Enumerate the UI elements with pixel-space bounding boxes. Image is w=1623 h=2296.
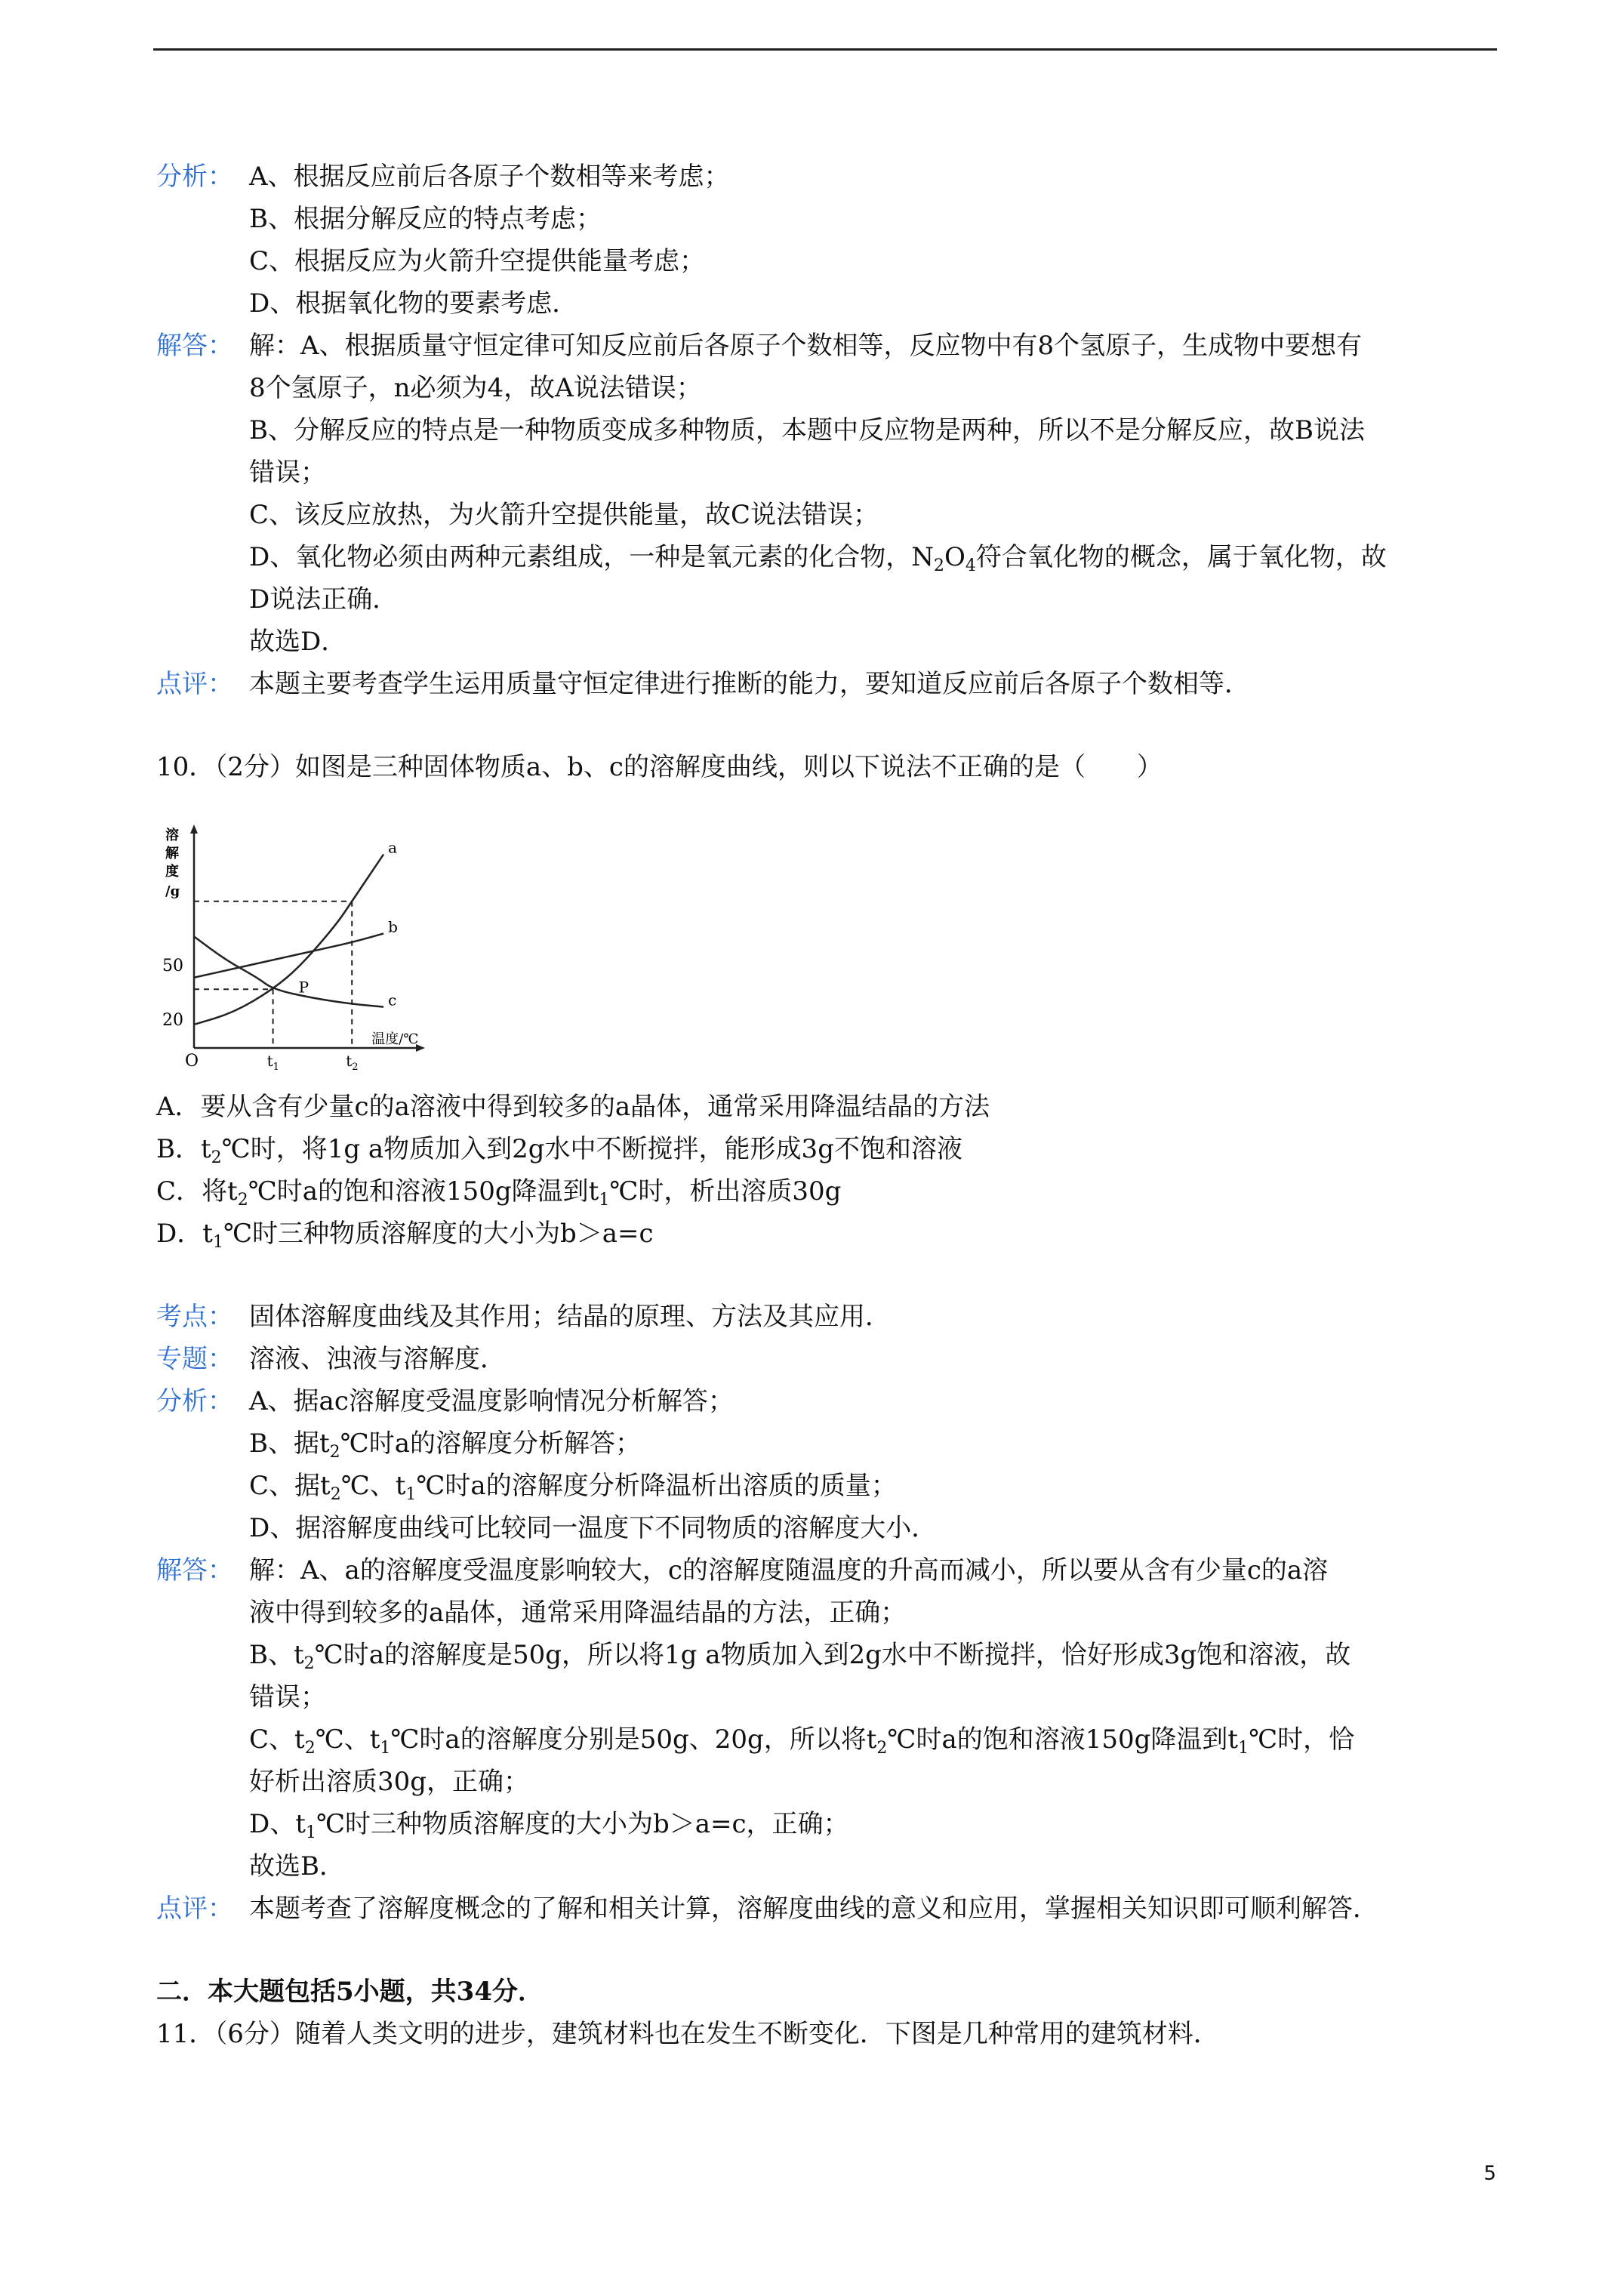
x-tick-1: $t_1$: [266, 1052, 279, 1072]
q10-answer-label: 解答：: [156, 1555, 233, 1586]
q9-analysis-line-2: B、根据分解反应的特点考虑；: [249, 204, 602, 234]
q9-answer-line-5: C、该反应放热，为火箭升空提供能量，故C说法错误；: [249, 500, 879, 530]
q10-analysis-label: 分析：: [156, 1386, 233, 1416]
series-a-line: [194, 855, 383, 1025]
y-axis-label: 溶解度/g: [165, 827, 180, 899]
solubility-chart: [155, 800, 442, 1072]
q10-comment-label: 点评：: [156, 1894, 233, 1924]
q9-analysis-line-4: D、根据氧化物的要素考虑．: [249, 288, 578, 319]
q9-answer-label: 解答：: [156, 331, 233, 361]
q10-answer-line-7: D、$t_1℃$时三种物质溶解度的大小为b＞a=c，正确；: [249, 1809, 849, 1842]
q9-analysis-line-1: A、根据反应前后各原子个数相等来考虑；: [249, 162, 730, 192]
q10-answer-line-8: 故选B．: [249, 1851, 345, 1881]
q10-comment-text: 本题考查了溶解度概念的了解和相关计算，溶解度曲线的意义和应用，掌握相关知识即可顺利解答．: [249, 1894, 1378, 1924]
q9-answer-line-3: B、分解反应的特点是一种物质变成多种物质，本题中反应物是两种，所以不是分解反应，故B说法: [249, 415, 1365, 445]
q10-analysis-line-4: D、据溶解度曲线可比较同一温度下不同物质的溶解度大小．: [249, 1513, 938, 1543]
q9-analysis-line-3: C、根据反应为火箭升空提供能量考虑；: [249, 246, 706, 276]
section-heading: 二．本大题包括5小题，共34分．: [156, 1977, 544, 2007]
q9-answer-line-6: D、氧化物必须由两种元素组成，一种是氧元素的化合物，$N_2O_4$符合氧化物的概念，属于氧化物，故: [249, 542, 1387, 575]
series-b-line: [194, 933, 383, 977]
q10-answer-line-4: 错误；: [249, 1682, 326, 1712]
series-c-label: c: [388, 991, 397, 1009]
q10-answer-line-6: 好析出溶质30g，正确；: [249, 1767, 530, 1797]
q9-answer-line-2: 8个氢原子，n必须为4，故A说法错误；: [249, 373, 702, 403]
q10-answer-line-2: 液中得到较多的a晶体，通常采用降温结晶的方法，正确；: [249, 1598, 907, 1628]
q10-option-a: A．要从含有少量c的a溶液中得到较多的a晶体，通常采用降温结晶的方法: [156, 1092, 990, 1122]
q10-analysis-line-2: B、据$t_2℃$时a的溶解度分析解答；: [249, 1428, 641, 1462]
x-tick-2: $t_2$: [346, 1052, 359, 1072]
q9-answer-line-1: 解：A、根据质量守恒定律可知反应前后各原子个数相等，反应物中有8个氢原子，生成物中要想有: [249, 331, 1363, 361]
y-tick-2: 20: [162, 1011, 183, 1030]
q9-answer-line-4: 错误；: [249, 458, 326, 488]
q9-analysis-label: 分析：: [156, 162, 233, 192]
q10-option-b: B．$t_2℃$时，将1g a物质加入到2g水中不断搅拌，能形成3g不饱和溶液: [156, 1134, 962, 1167]
q9-comment-text: 本题主要考查学生运用质量守恒定律进行推断的能力，要知道反应前后各原子个数相等．: [249, 669, 1250, 699]
q10-option-d: D．$t_1℃$时三种物质溶解度的大小为b＞a=c: [156, 1219, 654, 1252]
q10-zhuanti-text: 溶液、浊液与溶解度．: [249, 1344, 506, 1374]
origin-label: O: [185, 1052, 199, 1071]
y-tick-1: 50: [162, 957, 183, 975]
series-b-label: b: [388, 917, 398, 936]
q10-analysis-line-3: C、据$t_2℃$、$t_1℃$时a的溶解度分析降温析出溶质的质量；: [249, 1471, 897, 1504]
q10-kaodian-text: 固体溶解度曲线及其作用；结晶的原理、方法及其应用．: [249, 1302, 891, 1332]
q11-stem: 11．（6分）随着人类文明的进步，建筑材料也在发生不断变化．下图是几种常用的建筑材料．: [156, 2019, 1219, 2049]
q10-answer-line-5: C、$t_2℃$、$t_1℃$时a的溶解度分别是50g、20g，所以将$t_2℃$时a的饱和溶液150g降温到$t_1℃$时，恰: [249, 1724, 1355, 1758]
q10-zhuanti-label: 专题：: [156, 1344, 233, 1374]
q9-answer-line-7: D说法正确．: [249, 584, 399, 615]
q10-stem: 10．（2分）如图是三种固体物质a、b、c的溶解度曲线，则以下说法不正确的是（ ）: [156, 752, 1163, 782]
series-a-label: a: [388, 838, 398, 857]
point-p-label: P: [298, 978, 310, 997]
q9-answer-line-8: 故选D．: [249, 627, 347, 657]
header-rule: [153, 48, 1497, 51]
q9-comment-label: 点评：: [156, 669, 233, 699]
q10-analysis-line-1: A、据ac溶解度受温度影响情况分析解答；: [249, 1386, 734, 1416]
page-number: 5: [1483, 2162, 1496, 2185]
q10-answer-line-1: 解：A、a的溶解度受温度影响较大，c的溶解度随温度的升高而减小，所以要从含有少量c的a溶: [249, 1555, 1329, 1586]
q10-option-c: C．将$t_2℃$时a的饱和溶液150g降温到$t_1℃$时，析出溶质30g: [156, 1176, 842, 1210]
q10-answer-line-3: B、$t_2℃$时a的溶解度是50g，所以将1g a物质加入到2g水中不断搅拌，恰好形成3g饱和溶液，故: [249, 1640, 1351, 1673]
q10-kaodian-label: 考点：: [156, 1302, 233, 1332]
chart-axes: [190, 824, 425, 1052]
x-axis-label: 温度/℃: [371, 1031, 419, 1047]
